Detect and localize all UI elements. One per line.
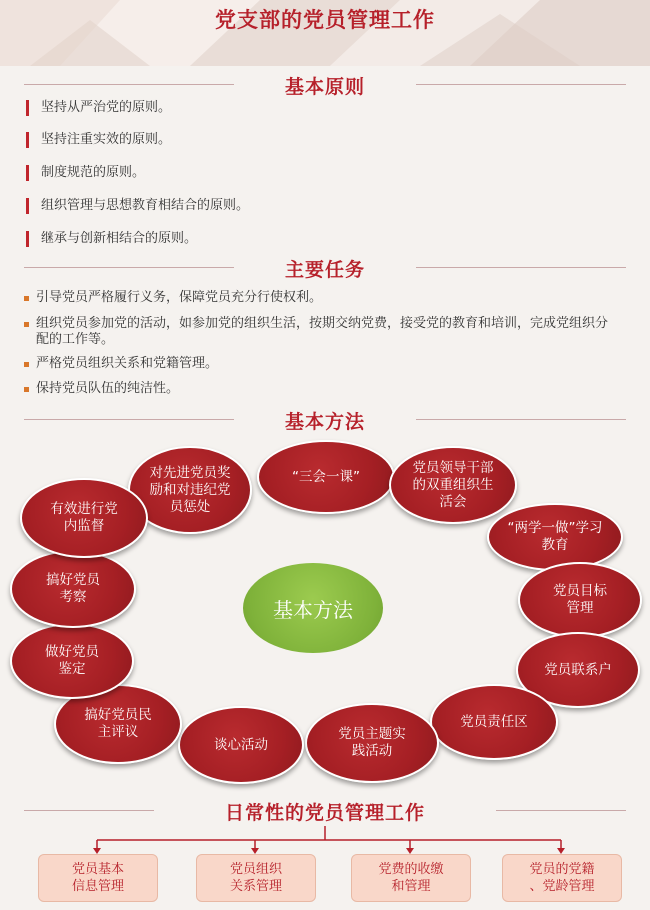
task-item: 引导党员严格履行义务，保障党员充分行使权利。 [24, 290, 636, 306]
method-circle: 党员目标管理 [518, 562, 642, 638]
method-circle: 党员责任区 [430, 684, 558, 760]
task-item: 保持党员队伍的纯洁性。 [24, 381, 636, 397]
method-circle: 搞好党员考察 [10, 550, 136, 628]
daily-heading: 日常性的党员管理工作 [224, 802, 425, 824]
task-item: 严格党员组织关系和党籍管理。 [24, 356, 636, 372]
method-circle: 对先进党员奖励和对违纪党员惩处 [128, 446, 252, 534]
method-circle: 党员联系户 [516, 632, 640, 708]
method-circle: “三会一课” [257, 440, 395, 514]
principle-item: 组织管理与思想教育相结合的原则。 [26, 198, 249, 214]
principle-item: 坚持注重实效的原则。 [26, 132, 171, 148]
tasks-heading: 主要任务 [284, 259, 365, 281]
principle-item: 坚持从严治党的原则。 [26, 100, 171, 116]
principle-item: 继承与创新相结合的原则。 [26, 231, 197, 247]
daily-box: 党员组织 关系管理 [196, 854, 316, 902]
task-item: 组织党员参加党的活动，如参加党的组织生活，按期交纳党费，接受党的教育和培训，完成党组织分配的工作等。 [24, 316, 618, 348]
method-circle: “两学一做”学习教育 [487, 503, 623, 571]
method-circle: 谈心活动 [178, 706, 304, 784]
page-title: 党支部的党员管理工作 [215, 8, 435, 32]
daily-box: 党员的党籍 、党龄管理 [502, 854, 622, 902]
method-circle: 党员主题实践活动 [305, 703, 439, 783]
methods-heading: 基本方法 [284, 411, 365, 433]
method-circle: 有效进行党内监督 [20, 478, 148, 558]
method-circle: 党员领导干部的双重组织生活会 [389, 446, 517, 524]
daily-box: 党费的收缴 和管理 [351, 854, 471, 902]
daily-box: 党员基本 信息管理 [38, 854, 158, 902]
methods-center: 基本方法 [243, 563, 383, 653]
method-circle: 做好党员鉴定 [10, 623, 134, 699]
principles-heading: 基本原则 [284, 76, 365, 98]
method-circle: 搞好党员民主评议 [54, 684, 182, 764]
principle-item: 制度规范的原则。 [26, 165, 145, 181]
